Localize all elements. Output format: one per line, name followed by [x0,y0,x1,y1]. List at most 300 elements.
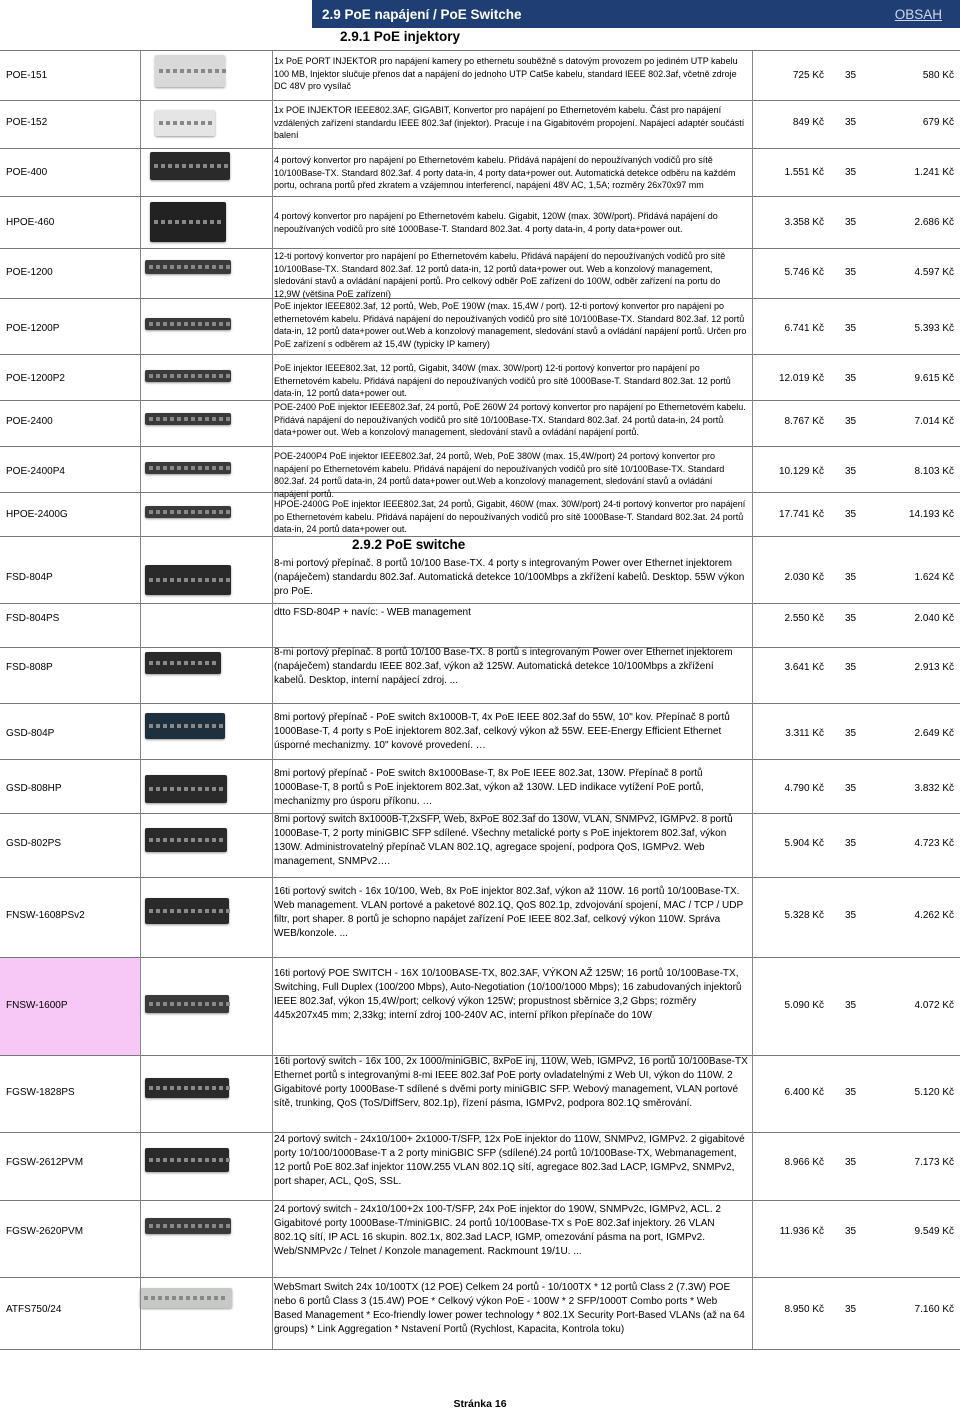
port-glyph [184,787,188,791]
product-image [145,318,231,330]
port-glyph [219,417,223,421]
port-glyph [219,1224,223,1228]
port-glyph [219,265,223,269]
port-glyph [173,121,177,125]
model-name: HPOE-460 [6,217,55,228]
product-image [145,1218,231,1234]
discount-value: 35 [845,1087,857,1098]
port-glyph [208,121,212,125]
port-glyph [205,417,209,421]
port-glyph [219,374,223,378]
product-description: dtto FSD-804P + navíc: - WEB management [274,607,471,618]
port-glyph [226,1086,230,1090]
model-name: FNSW-1608PSv2 [6,910,85,921]
port-glyph [226,466,230,470]
port-glyph [158,1296,162,1300]
product-description: 16ti portový POE SWITCH - 16X 10/100BASE-TX, 802.3AF, VÝKON AŽ 125W; 16 portů 10/100Base-TX, Switching, Full Duplex (100/200 Mbps), Auto-Negotiation (10/100/1000 Mbps); 16 zabudovaných injektorů IEEE 802.3af, výkon 15,4W/port; celkový výkon 125W; propustnost sběrnice 3,2 Gbps; rozměry 445x207x45 mm; 2,33kg; interní zdroj 100-240V AC, interní příkon přepínače do 10W [274,968,742,1021]
product-image [145,565,231,595]
port-glyph [194,121,198,125]
model-name: POE-1200P [6,323,60,334]
port-glyph [212,1086,216,1090]
price-final: 7.160 Kč [914,1304,954,1315]
port-glyph [156,1002,160,1006]
model-name: FNSW-1600P [6,1000,68,1011]
port-glyph [198,417,202,421]
port-glyph [212,838,216,842]
port-glyph [177,417,181,421]
price-final: 679 Kč [922,117,954,128]
discount-value: 35 [845,323,857,334]
product-description: 4 portový konvertor pro napájení po Ethernetovém kabelu. Gigabit, 120W (max. 30W/port). Přidává napájení do nepoužívaných vodičů pro sítě 1000Base-T. Standard 802.3at. 4 porty data-in, 4 porty data+power out. [274,211,718,234]
port-glyph [226,1224,230,1228]
price-final: 4.597 Kč [914,267,954,278]
port-glyph [191,417,195,421]
port-glyph [219,578,223,582]
model-name: POE-400 [6,167,48,178]
discount-value: 35 [845,416,857,427]
port-glyph [210,164,214,168]
port-glyph [198,724,202,728]
port-glyph [212,1224,216,1228]
port-glyph [219,1158,223,1162]
port-glyph [226,417,230,421]
price-final: 3.832 Kč [914,783,954,794]
model-name: POE-2400P4 [6,466,65,477]
port-glyph [226,510,230,514]
price-list: 2.030 Kč [784,572,824,583]
port-glyph [149,1002,153,1006]
port-glyph [170,578,174,582]
port-glyph [163,1158,167,1162]
port-glyph [219,909,223,913]
port-glyph [156,787,160,791]
port-glyph [191,265,195,269]
port-glyph [177,510,181,514]
port-glyph [144,1296,148,1300]
port-glyph [177,1224,181,1228]
price-list: 725 Kč [792,70,824,81]
price-final: 8.103 Kč [914,466,954,477]
port-glyph [219,510,223,514]
row-divider [0,446,960,447]
port-glyph [156,1224,160,1228]
port-glyph [170,1002,174,1006]
price-final: 14.193 Kč [908,509,954,520]
port-glyph [205,661,209,665]
product-image [145,652,221,674]
port-glyph [184,322,188,326]
port-glyph [187,121,191,125]
port-glyph [163,578,167,582]
port-glyph [191,1002,195,1006]
row-divider [0,1200,960,1201]
port-glyph [149,374,153,378]
port-glyph [177,838,181,842]
price-list: 17.741 Kč [778,509,824,520]
port-glyph [191,510,195,514]
port-glyph [198,1002,202,1006]
port-glyph [163,417,167,421]
port-glyph [212,417,216,421]
product-description: 8-mi portový přepínač. 8 portů 10/100 Base-TX. 4 porty s integrovaným Power over Ethernet injektorem (napáječem) standardu 802.3af. Automatická detekce 10/100Mbps a zkřížení kabelů. Desktop. 55W výkon pro PoE. [274,558,745,597]
port-glyph [217,164,221,168]
price-final: 4.262 Kč [914,910,954,921]
price-final: 2.649 Kč [914,728,954,739]
product-image [145,413,231,425]
port-glyph [170,1158,174,1162]
port-glyph [226,1002,230,1006]
port-glyph [149,724,153,728]
port-glyph [184,838,188,842]
port-glyph [149,466,153,470]
model-name: FGSW-1828PS [6,1087,75,1098]
port-glyph [191,909,195,913]
port-glyph [156,1158,160,1162]
price-list: 2.550 Kč [784,613,824,624]
row-divider [0,148,960,149]
product-image [145,1148,229,1172]
discount-value: 35 [845,1304,857,1315]
port-glyph [170,510,174,514]
port-glyph [198,466,202,470]
price-list: 1.551 Kč [784,167,824,178]
port-glyph [191,787,195,791]
discount-value: 35 [845,70,857,81]
port-glyph [182,164,186,168]
discount-value: 35 [845,466,857,477]
port-glyph [151,1296,155,1300]
price-final: 7.173 Kč [914,1157,954,1168]
discount-value: 35 [845,838,857,849]
port-glyph [163,510,167,514]
price-list: 3.641 Kč [784,662,824,673]
product-image [145,506,231,518]
port-glyph [198,510,202,514]
port-glyph [179,1296,183,1300]
port-glyph [198,909,202,913]
page-footer: Stránka 16 [453,1398,507,1410]
port-glyph [212,265,216,269]
product-description: 24 portový switch - 24x10/100+ 2x1000-T/SFP, 12x PoE injektor do 110W, SNMPv2, IGMPv2. 2 gigabitové porty 10/100/1000Base-T a 2 porty miniGBIC SFP (sdílené).24 portů 10/100Base-TX, Webmanagement, 12 portů PoE 802.3af injektor 110W.255 VLAN 802.1Q sítí, agregace 802.3ad LACP, IGMPv2, SNMPv2, port shaper, ACL, QoS, SSL. [274,1134,745,1187]
port-glyph [226,909,230,913]
column-divider [752,50,753,1349]
port-glyph [159,69,163,73]
port-glyph [196,220,200,224]
discount-value: 35 [845,613,857,624]
port-glyph [184,909,188,913]
port-glyph [149,578,153,582]
port-glyph [184,374,188,378]
port-glyph [184,417,188,421]
discount-value: 35 [845,267,857,278]
price-list: 11.936 Kč [779,1226,824,1237]
product-image [145,370,231,382]
product-description: 1x POE INJEKTOR IEEE802.3AF, GIGABIT, Konvertor pro napájení po Ethernetovém kabelu. Část pro napájení vzdálených zařízení standardu IEEE 802.3af (injektor). Pracuje i na Gigabitovém propojení. Napájecí adaptér součástí balení [274,105,745,140]
port-glyph [212,374,216,378]
port-glyph [156,466,160,470]
product-image [145,1078,229,1098]
price-list: 8.966 Kč [784,1157,824,1168]
price-list: 849 Kč [792,117,824,128]
model-name: POE-1200P2 [6,373,65,384]
product-image [145,260,231,274]
port-glyph [184,466,188,470]
port-glyph [177,909,181,913]
price-list: 3.311 Kč [785,728,824,739]
port-glyph [149,322,153,326]
port-glyph [170,724,174,728]
port-glyph [149,787,153,791]
discount-value: 35 [845,117,857,128]
port-glyph [159,121,163,125]
port-glyph [165,1296,169,1300]
port-glyph [215,69,219,73]
model-name: GSD-804P [6,728,55,739]
port-glyph [184,1158,188,1162]
port-glyph [163,1224,167,1228]
product-description: 16ti portový switch - 16x 10/100, Web, 8x PoE injektor 802.3af, výkon až 110W. 16 portů 10/100Base-TX. Web management. VLAN portové a paketové 802.1Q, QoS 802.1p, zdvojování spojení, MAC / TCP / UDP filtr, port shaper. 8 portů je schopno napájet zařízení PoE IEEE 802.3af, celkový výkon 110W. Správa WEB/konzole. ... [274,886,743,939]
port-glyph [161,220,165,224]
port-glyph [184,1002,188,1006]
model-name: GSD-808HP [6,783,62,794]
port-glyph [163,466,167,470]
price-final: 4.072 Kč [914,1000,954,1011]
product-image [145,775,227,803]
product-image [145,713,225,739]
port-glyph [205,1224,209,1228]
port-glyph [156,838,160,842]
model-name: POE-152 [6,117,48,128]
port-glyph [205,787,209,791]
port-glyph [177,661,181,665]
port-glyph [226,322,230,326]
port-glyph [219,466,223,470]
price-final: 9.615 Kč [914,373,954,384]
port-glyph [198,1158,202,1162]
price-list: 8.767 Kč [784,416,824,427]
discount-value: 35 [845,1157,857,1168]
port-glyph [170,1224,174,1228]
port-glyph [219,322,223,326]
port-glyph [177,1086,181,1090]
column-divider [140,50,141,1349]
model-name: POE-151 [6,70,48,81]
row-divider [0,50,960,51]
port-glyph [149,1086,153,1090]
row-divider [0,957,960,958]
port-glyph [191,661,195,665]
port-glyph [212,466,216,470]
port-glyph [163,265,167,269]
price-list: 6.400 Kč [784,1087,824,1098]
price-final: 1.241 Kč [914,167,954,178]
price-final: 1.624 Kč [914,572,954,583]
model-name: FGSW-2620PVM [6,1226,84,1237]
port-glyph [177,1158,181,1162]
port-glyph [156,322,160,326]
model-name: FSD-804PS [6,613,60,624]
port-glyph [205,909,209,913]
port-glyph [177,724,181,728]
port-glyph [198,1086,202,1090]
port-glyph [189,220,193,224]
port-glyph [219,1002,223,1006]
port-glyph [170,661,174,665]
price-final: 2.913 Kč [914,662,954,673]
port-glyph [226,1158,230,1162]
port-glyph [156,374,160,378]
port-glyph [170,265,174,269]
price-final: 5.120 Kč [914,1087,954,1098]
price-list: 10.129 Kč [778,466,824,477]
port-glyph [224,164,228,168]
product-description: 8mi portový switch 8x1000B-T,2xSFP, Web, 8xPoE 802.3af do 130W, VLAN, SNMPv2, IGMPv2. 8 portů 1000Base-T, 2 porty miniGBIC SFP sdílené. Všechny metalické porty s PoE injektorem 802.3af, výkon 130W. Administrovatelný přepínač VLAN 802.1Q, agregace spojení, podpora QoS, IGMPv2. Web management, SNMPv2…. [274,814,733,867]
price-list: 6.741 Kč [784,323,824,334]
product-description: 16ti portový switch - 16x 100, 2x 1000/miniGBIC, 8xPoE inj, 110W, Web, IGMPv2, 16 portů 10/100Base-TX Ethernet portů s integrovanými 8-mi IEEE 802.3af PoE porty ovladatelnými z Web UI, výkon do 110W. 2 Gigabitové porty 1000Base-T sdílené s dvěmi porty miniGBIC SFP. Webový management, VLAN portové sítě, trunking, QoS (ToS/DiffServ, 802.1p), řízení pásma, IGMPv2, podpora 802.1Q směrování. [274,1056,748,1109]
port-glyph [149,265,153,269]
port-glyph [191,1158,195,1162]
column-divider [272,50,273,1349]
port-glyph [191,838,195,842]
port-glyph [212,661,216,665]
row-divider [0,492,960,493]
port-glyph [154,164,158,168]
port-glyph [191,322,195,326]
port-glyph [198,838,202,842]
product-description: 8mi portový přepínač - PoE switch 8x1000Base-T, 8x PoE IEEE 802.3at, 130W. Přepínač 8 portů 1000Base-T, 8 portů s PoE injektorem 802.3at, výkon až 130W. LED indikace vytížení PoE portů, mechanizmy pro úsporu příkonu. … [274,768,704,807]
row-divider [0,536,960,537]
port-glyph [203,220,207,224]
port-glyph [186,1296,190,1300]
discount-value: 35 [845,1226,857,1237]
port-glyph [226,578,230,582]
port-glyph [175,220,179,224]
port-glyph [166,69,170,73]
port-glyph [205,578,209,582]
model-name: GSD-802PS [6,838,62,849]
port-glyph [163,724,167,728]
port-glyph [163,1086,167,1090]
port-glyph [163,1002,167,1006]
product-image [155,55,225,87]
port-glyph [210,220,214,224]
port-glyph [198,578,202,582]
port-glyph [212,578,216,582]
port-glyph [205,374,209,378]
port-glyph [163,909,167,913]
price-list: 3.358 Kč [784,217,824,228]
port-glyph [212,510,216,514]
port-glyph [196,164,200,168]
port-glyph [163,787,167,791]
port-glyph [170,1086,174,1090]
port-glyph [177,374,181,378]
row-divider [0,298,960,299]
row-divider [0,877,960,878]
price-final: 580 Kč [922,70,954,81]
product-image [145,828,227,852]
obsah-link[interactable]: OBSAH [894,7,942,22]
port-glyph [222,69,226,73]
port-glyph [212,787,216,791]
model-name: HPOE-2400G [6,509,68,520]
port-glyph [208,69,212,73]
row-divider [0,1349,960,1350]
port-glyph [205,1158,209,1162]
port-glyph [177,578,181,582]
port-glyph [156,724,160,728]
price-list: 8.950 Kč [784,1304,824,1315]
port-glyph [156,265,160,269]
port-glyph [205,1002,209,1006]
port-glyph [198,787,202,791]
port-glyph [163,661,167,665]
port-glyph [156,1086,160,1090]
discount-value: 35 [845,728,857,739]
port-glyph [149,909,153,913]
product-description: 1x PoE PORT INJEKTOR pro napájení kamery po ethernetu souběžně s datovým provozem po jediném UTP kabelu 100 MB, Injektor slučuje přenos dat a napájení do jednoho UTP Cat5e kabelu, standard IEEE 802.3af, včetně zdroje DC 48V pro vysílač [274,56,738,91]
price-final: 9.549 Kč [914,1226,954,1237]
port-glyph [201,69,205,73]
discount-value: 35 [845,572,857,583]
port-glyph [193,1296,197,1300]
port-glyph [163,374,167,378]
product-image [145,462,231,474]
port-glyph [168,220,172,224]
price-list: 5.746 Kč [784,267,824,278]
port-glyph [154,220,158,224]
port-glyph [198,322,202,326]
price-list: 4.790 Kč [784,783,824,794]
port-glyph [149,417,153,421]
discount-value: 35 [845,509,857,520]
port-glyph [219,1086,223,1090]
port-glyph [170,374,174,378]
port-glyph [214,1296,218,1300]
port-glyph [217,220,221,224]
price-list: 12.019 Kč [778,373,824,384]
port-glyph [163,322,167,326]
product-image [140,1288,232,1308]
port-glyph [149,1158,153,1162]
port-glyph [212,1158,216,1162]
port-glyph [149,1224,153,1228]
row-divider [0,759,960,760]
product-description: POE-2400P4 PoE injektor IEEE802.3af, 24 portů, Web, PoE 380W (max. 15,4W/port) 24 portový konvertor pro napájení po Ethernetovém kabelu. Přidává napájení do nepoužívaných vodičů pro sítě 10/100Base-TX. Standard 802.3af. 24 portů data-in, 24 portů data+power out.Web a konzolový management, sledování stavů a ovládání napájení portů. [274,451,725,499]
product-description: POE-2400 PoE injektor IEEE802.3af, 24 portů, PoE 260W 24 portový konvertor pro napájení po Ethernetovém kabelu. Přidává napájení do nepoužívaných vodičů pro sítě 10/100Base-TX. Standard 802.3af. 24 portů data-in, 24 portů data+power out. Web a konzolový management, sledování stavů a ovládání napájení portů. [274,402,746,437]
port-glyph [156,909,160,913]
port-glyph [175,164,179,168]
port-glyph [212,909,216,913]
port-glyph [170,838,174,842]
port-glyph [161,164,165,168]
port-glyph [149,510,153,514]
product-image [145,898,229,924]
port-glyph [177,322,181,326]
product-description: PoE injektor IEEE802.3af, 12 portů, Web, PoE 190W (max. 15,4W / port). 12-ti portový konvertor pro napájení po ethernetovém kabelu. Přidává napájení do nepoužívaných vodičů pro sítě 10/100Base-TX. Standard 802.3af. 12 portů data-in, 12 portů data+power out.Web a konzolový management, sledování stavů a ovládání napájení portů. Určen pro PoE zařízení s odběrem až 15,4W (typicky IP kamery) [274,301,747,349]
port-glyph [194,69,198,73]
port-glyph [191,1086,195,1090]
discount-value: 35 [845,217,857,228]
port-glyph [191,374,195,378]
port-glyph [198,661,202,665]
port-glyph [191,578,195,582]
row-divider [0,603,960,604]
port-glyph [198,374,202,378]
port-glyph [205,838,209,842]
port-glyph [189,164,193,168]
port-glyph [177,787,181,791]
